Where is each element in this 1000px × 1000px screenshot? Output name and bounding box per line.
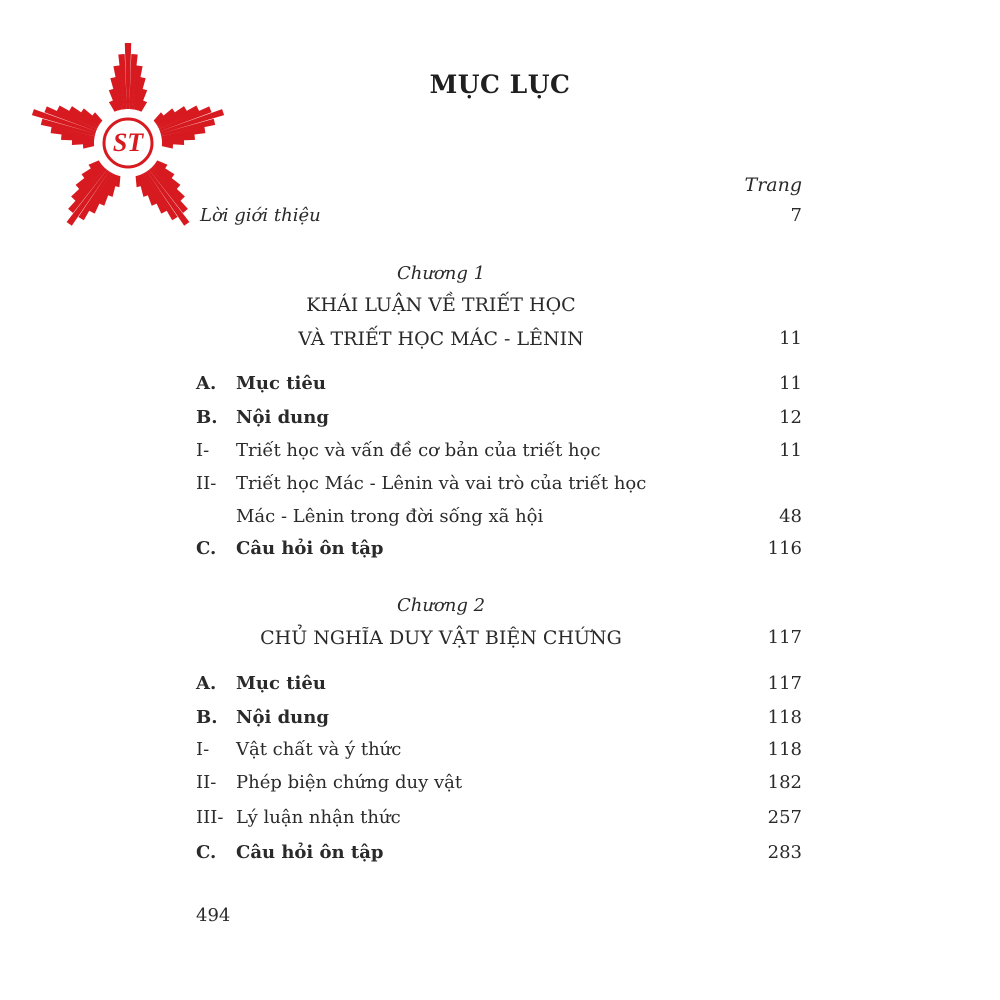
toc-entry-label: Lời giới thiệu xyxy=(200,205,321,226)
toc-entry-marker: I- xyxy=(196,739,210,760)
toc-entry-marker: B. xyxy=(196,407,218,428)
chapter-2-title-row xyxy=(196,623,802,653)
toc-entry-text: Câu hỏi ôn tập xyxy=(236,842,384,863)
page-column-header: Trang xyxy=(744,174,802,196)
toc-entry-marker: A. xyxy=(196,673,217,694)
toc-entry-marker: A. xyxy=(196,373,217,394)
chapter-1-label: Chương 1 xyxy=(396,263,486,284)
toc-entry-page: 283 xyxy=(767,842,802,863)
toc-entry-text: Triết học Mác - Lênin và vai trò của triết học xyxy=(236,473,647,494)
toc-entry-text: Mục tiêu xyxy=(236,373,326,394)
toc-entry xyxy=(196,669,802,699)
toc-entry-page: 7 xyxy=(790,205,802,226)
toc-entry-page: 117 xyxy=(767,673,802,694)
chapter-2-page: 117 xyxy=(767,627,802,648)
toc-entry-marker: B. xyxy=(196,707,218,728)
toc-entry-text: Vật chất và ý thức xyxy=(236,739,402,760)
page-number: 494 xyxy=(196,905,231,926)
toc-entry-page: 257 xyxy=(767,807,802,828)
toc-entry xyxy=(196,369,802,399)
toc-entry-page: 11 xyxy=(779,373,802,394)
chapter-2-title-line1: CHỦ NGHĨA DUY VẬT BIỆN CHỨNG xyxy=(260,627,622,649)
toc-entry-marker: C. xyxy=(196,842,217,863)
toc-entry xyxy=(196,436,802,466)
toc-entry xyxy=(196,703,802,733)
toc-entry xyxy=(196,534,802,564)
toc-entry-page: 48 xyxy=(779,506,802,527)
toc-entry-page: 11 xyxy=(779,440,802,461)
chapter-1-page: 11 xyxy=(779,328,802,349)
toc-entry-page: 118 xyxy=(767,739,802,760)
toc-entry-page: 118 xyxy=(767,707,802,728)
toc-entry-text: Lý luận nhận thức xyxy=(236,807,401,828)
toc-entry-text: Nội dung xyxy=(236,407,329,428)
toc-entry-intro xyxy=(196,201,802,231)
toc-entry xyxy=(196,469,802,499)
chapter-2-label: Chương 2 xyxy=(396,595,486,616)
page-title: MỤC LỤC xyxy=(429,70,571,99)
toc-entry xyxy=(196,838,802,868)
toc-entry-page: 116 xyxy=(767,538,802,559)
toc-entry-page: 182 xyxy=(767,772,802,793)
chapter-1-title-line1: KHÁI LUẬN VỀ TRIẾT HỌC xyxy=(306,294,576,316)
toc-entry-text: Triết học và vấn đề cơ bản của triết học xyxy=(236,440,601,461)
toc-entry xyxy=(196,803,802,833)
toc-entry xyxy=(196,403,802,433)
toc-entry xyxy=(196,768,802,798)
toc-entry-marker: III- xyxy=(196,807,224,828)
toc-entry-text: Nội dung xyxy=(236,707,329,728)
toc-entry-marker: II- xyxy=(196,772,217,793)
toc-entry-page: 12 xyxy=(779,407,802,428)
toc-entry-continuation xyxy=(196,502,802,532)
toc-entry-text: Mục tiêu xyxy=(236,673,326,694)
toc-entry-marker: I- xyxy=(196,440,210,461)
toc-entry-text-cont: Mác - Lênin trong đời sống xã hội xyxy=(236,506,544,527)
toc-entry-marker: II- xyxy=(196,473,217,494)
toc-entry-marker: C. xyxy=(196,538,217,559)
toc-entry-text: Câu hỏi ôn tập xyxy=(236,538,384,559)
logo-text: ST xyxy=(112,128,144,157)
toc-entry-text: Phép biện chứng duy vật xyxy=(236,772,463,793)
chapter-1-title-row xyxy=(196,324,802,354)
toc-entry xyxy=(196,735,802,765)
chapter-1-title-line2: VÀ TRIẾT HỌC MÁC - LÊNIN xyxy=(298,328,584,350)
